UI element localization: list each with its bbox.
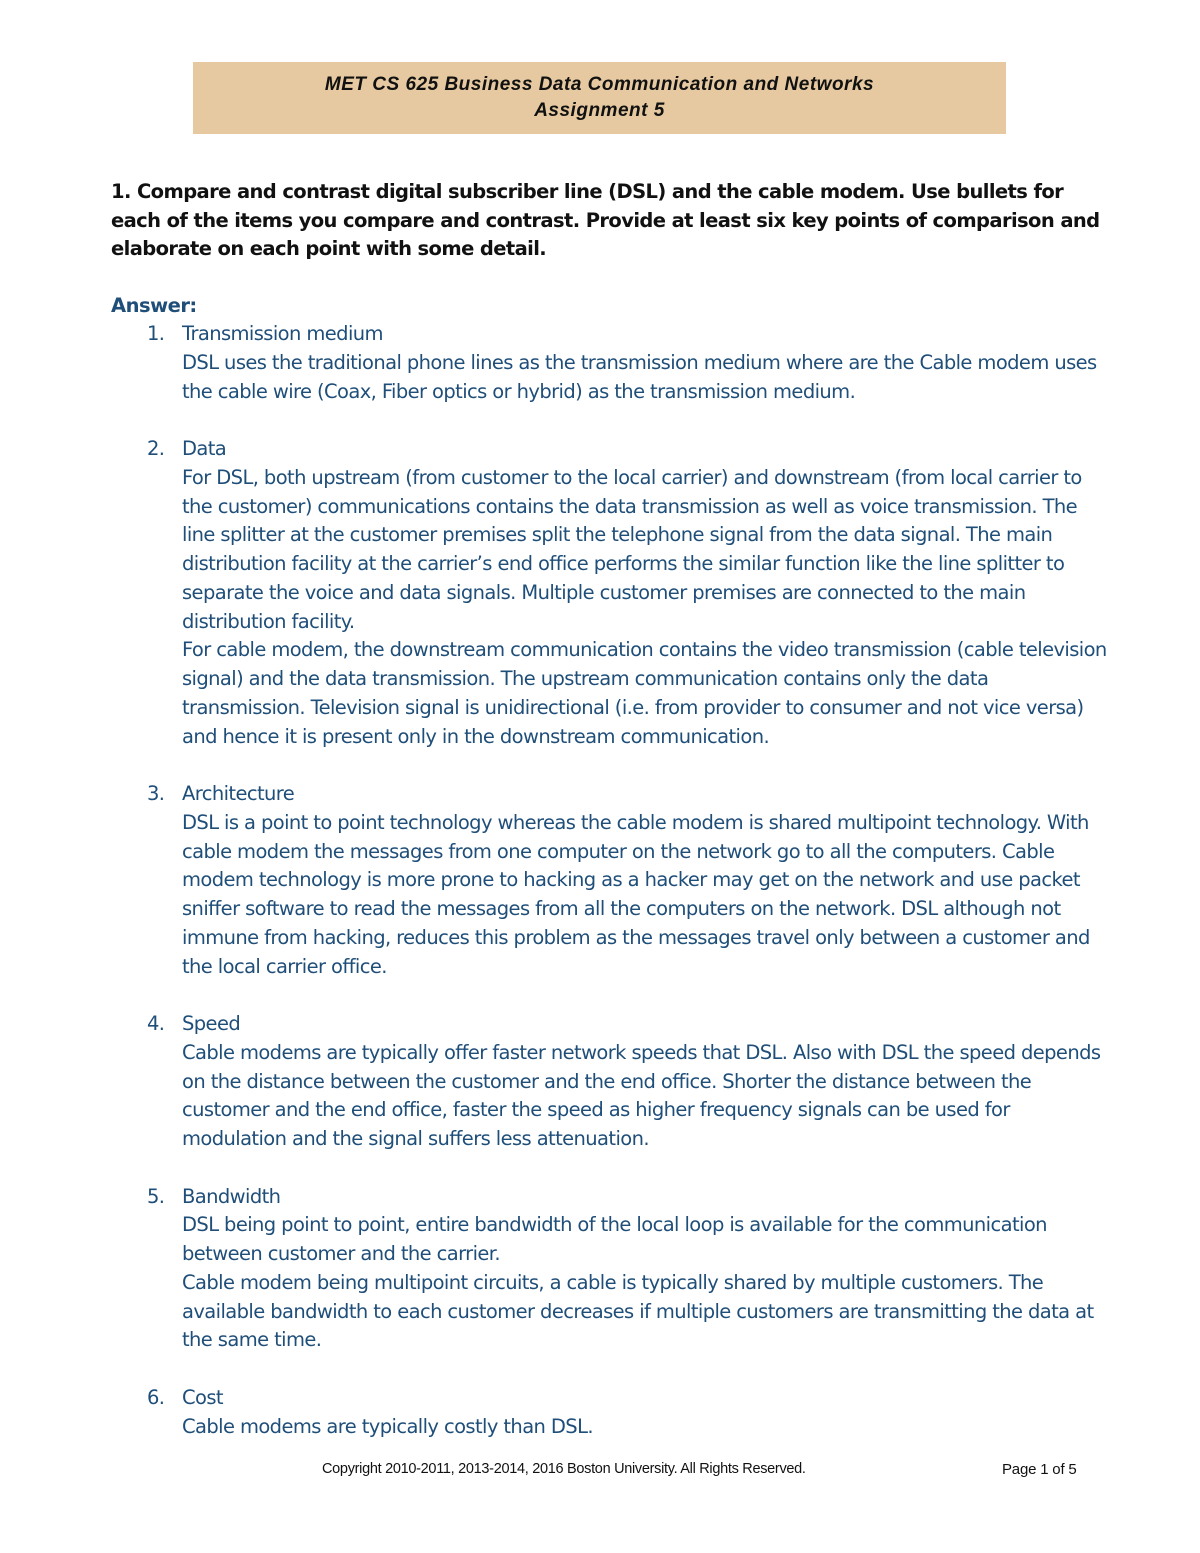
footer-page-number: Page 1 of 5 bbox=[1002, 1461, 1077, 1478]
footer-copyright: Copyright 2010-2011, 2013-2014, 2016 Boston University. All Rights Reserved. bbox=[322, 1461, 806, 1477]
answer-item bbox=[0, 1384, 1112, 1442]
answer-item bbox=[0, 435, 1112, 751]
answer-item-paragraph: For DSL, both upstream (from customer to the local carrier) and downstream (from local carrier to the customer) communications contains the data transmission as well as voice transmission. The line splitter at the customer premises split the telephone signal from the data signal. The main distribution facility at the carrier’s end office performs the similar function like the line splitter to separate the voice and data signals. Multiple customer premises are connected to the main distribution facility. bbox=[182, 465, 1082, 633]
answer-item-paragraph: Cable modems are typically costly than DSL. bbox=[182, 1414, 593, 1438]
answer-list bbox=[0, 320, 1200, 1470]
answer-item-number: 5. bbox=[147, 1184, 165, 1208]
answer-item-title: Speed bbox=[182, 1012, 241, 1035]
answer-item-number: 1. bbox=[147, 322, 165, 345]
answer-item-number: 4. bbox=[147, 1012, 165, 1035]
answer-item-number: 3. bbox=[147, 782, 165, 805]
answer-label: Answer: bbox=[111, 294, 197, 317]
title-banner bbox=[193, 62, 1006, 134]
answer-item bbox=[0, 320, 1112, 406]
answer-item-title: Cost bbox=[182, 1385, 223, 1409]
answer-item-title: Architecture bbox=[182, 782, 295, 805]
answer-item bbox=[0, 1010, 1112, 1154]
answer-item-title: Transmission medium bbox=[182, 322, 383, 345]
answer-item bbox=[0, 1183, 1112, 1356]
answer-item-number: 2. bbox=[147, 437, 165, 460]
answer-item-title: Bandwidth bbox=[182, 1184, 281, 1208]
course-title: MET CS 625 Business Data Communication and Networks bbox=[324, 74, 875, 95]
question-text: 1. Compare and contrast digital subscriber line (DSL) and the cable modem. Use bullets for each of the items you compare and contrast. Provide at least six key points of comparison and elaborate on each point with some detail. bbox=[111, 180, 1100, 261]
answer-item-paragraph: For cable modem, the downstream communication contains the video transmission (cable television signal) and the data transmission. The upstream communication contains only the data transmission. Television signal is unidirectional (i.e. from provider to consumer and not vice versa) and hence it is present only in the downstream communication. bbox=[182, 638, 1107, 748]
answer-item-paragraph: DSL uses the traditional phone lines as the transmission medium where are the Cable modem uses the cable wire (Coax, Fiber optics or hybrid) as the transmission medium. bbox=[182, 350, 1097, 403]
assignment-title: Assignment 5 bbox=[534, 100, 665, 121]
answer-item bbox=[0, 780, 1112, 981]
answer-item-title: Data bbox=[182, 437, 227, 460]
answer-item-number: 6. bbox=[147, 1385, 165, 1409]
answer-item-paragraph: DSL is a point to point technology whereas the cable modem is shared multipoint technology. With cable modem the messages from one computer on the network go to all the computers. Cable modem technology is more prone to hacking as a hacker may get on the network and use packet sniffer software to read the messages from all the computers on the network. DSL although not immune from hacking, reduces this problem as the messages travel only between a customer and the local carrier office. bbox=[182, 810, 1090, 978]
answer-item-paragraph: Cable modems are typically offer faster network speeds that DSL. Also with DSL the speed depends on the distance between the customer and the end office. Shorter the distance between the customer and the end office, faster the speed as higher frequency signals can be used for modulation and the signal suffers less attenuation. bbox=[182, 1040, 1101, 1150]
answer-item-paragraph: Cable modem being multipoint circuits, a cable is typically shared by multiple customers. The available bandwidth to each customer decreases if multiple customers are transmitting the data at the same time. bbox=[182, 1270, 1094, 1352]
answer-item-paragraph: DSL being point to point, entire bandwidth of the local loop is available for the communication between customer and the carrier. bbox=[182, 1213, 1047, 1265]
